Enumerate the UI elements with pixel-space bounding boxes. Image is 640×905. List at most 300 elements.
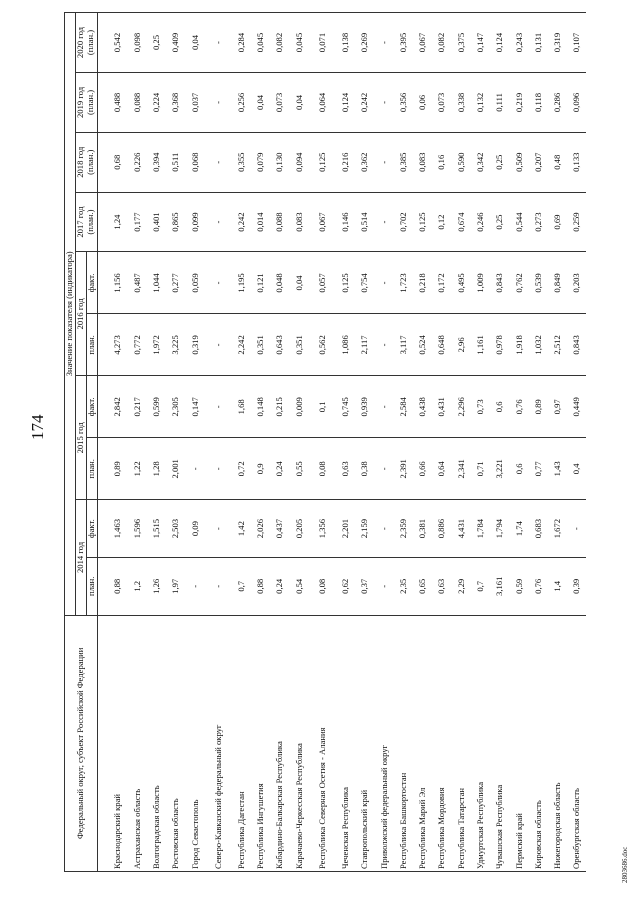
row-value: 0,203: [568, 252, 586, 314]
spacer-cell: [97, 73, 109, 133]
row-value: 0,351: [290, 314, 309, 376]
row-value: 0,067: [309, 192, 336, 252]
row-value: 0,269: [356, 13, 375, 73]
row-value: 0,63: [336, 438, 355, 500]
row-value: 1,784: [471, 500, 490, 558]
row-value: 0,772: [128, 314, 147, 376]
row-value: 0,69: [549, 192, 568, 252]
row-value: 0,16: [433, 132, 452, 192]
row-value: 1,356: [309, 500, 336, 558]
row-value: 0,599: [147, 376, 166, 438]
row-value: 0,88: [109, 557, 128, 615]
table-row: [433, 13, 452, 872]
row-value: 0,125: [336, 252, 355, 314]
row-value: 1,28: [147, 438, 166, 500]
row-value: 2,305: [167, 376, 186, 438]
row-value: 0,9: [251, 438, 270, 500]
header-2015-fact: факт.: [86, 376, 97, 438]
row-value: 0,754: [356, 252, 375, 314]
table-row: [510, 13, 529, 872]
row-value: 0,39: [568, 557, 586, 615]
row-value: 0,843: [491, 252, 510, 314]
row-value: 1,044: [147, 252, 166, 314]
row-value: 0,674: [452, 192, 471, 252]
row-value: 0,4: [568, 438, 586, 500]
header-2014-plan: план.: [86, 557, 97, 615]
table-row: [491, 13, 510, 872]
row-value: 0,63: [433, 557, 452, 615]
row-subject: Северо-Кавказский федеральный округ: [205, 615, 232, 871]
row-value: -: [205, 314, 232, 376]
row-subject: Чеченская Республика: [336, 615, 355, 871]
table-row: [251, 13, 270, 872]
row-value: 0,08: [309, 557, 336, 615]
row-value: 0,338: [452, 73, 471, 133]
row-value: 0,544: [510, 192, 529, 252]
row-value: 1,195: [232, 252, 251, 314]
row-value: -: [186, 438, 205, 500]
row-value: 0,068: [186, 132, 205, 192]
row-value: 2,117: [356, 314, 375, 376]
row-value: 0,284: [232, 13, 251, 73]
row-subject: Астраханская область: [128, 615, 147, 871]
spacer-cell: [97, 252, 109, 314]
row-value: 2,001: [167, 438, 186, 500]
row-value: 0,395: [394, 13, 413, 73]
spacer-cell: [97, 376, 109, 438]
row-value: 0,38: [356, 438, 375, 500]
row-value: 0,057: [309, 252, 336, 314]
row-value: 4,431: [452, 500, 471, 558]
row-value: 1,97: [167, 557, 186, 615]
table-row: [452, 13, 471, 872]
row-value: 0,351: [251, 314, 270, 376]
row-value: -: [205, 252, 232, 314]
row-value: 1,42: [232, 500, 251, 558]
row-value: 0,71: [471, 438, 490, 500]
header-2014: 2014 год: [75, 500, 86, 615]
row-subject: Республика Башкортостан: [394, 615, 413, 871]
row-value: 0,216: [336, 132, 355, 192]
table-row: [109, 13, 128, 872]
row-value: 0,25: [147, 13, 166, 73]
row-value: 1,515: [147, 500, 166, 558]
row-value: 0,88: [251, 557, 270, 615]
row-value: 0,59: [510, 557, 529, 615]
row-value: 0,045: [251, 13, 270, 73]
spacer-cell: [97, 132, 109, 192]
row-subject: Республика Марий Эл: [413, 615, 432, 871]
row-value: 2,503: [167, 500, 186, 558]
spacer-cell: [97, 500, 109, 558]
row-value: 0,97: [549, 376, 568, 438]
row-subject: Кировская область: [529, 615, 548, 871]
row-value: 0,524: [413, 314, 432, 376]
row-value: 1,74: [510, 500, 529, 558]
row-value: 0,088: [271, 192, 290, 252]
row-value: 0,509: [510, 132, 529, 192]
row-value: 0,226: [128, 132, 147, 192]
header-2016-plan: план.: [86, 314, 97, 376]
table-header: [65, 13, 98, 872]
row-subject: Республика Татарстан: [452, 615, 471, 871]
header-2019: 2019 год (план.): [75, 73, 97, 133]
row-value: 0,342: [471, 132, 490, 192]
row-value: 0,107: [568, 13, 586, 73]
row-value: 0,65: [413, 557, 432, 615]
row-value: 1,24: [109, 192, 128, 252]
row-value: 0,205: [290, 500, 309, 558]
row-value: 0,125: [309, 132, 336, 192]
row-value: 0,76: [529, 557, 548, 615]
row-value: 0,7: [471, 557, 490, 615]
row-value: 0,06: [413, 73, 432, 133]
row-value: 0,073: [271, 73, 290, 133]
header-2015-plan: план.: [86, 438, 97, 500]
table-row: [205, 13, 232, 872]
row-value: -: [375, 438, 394, 500]
table-row: [186, 13, 205, 872]
row-value: 0,096: [568, 73, 586, 133]
row-value: 1,161: [471, 314, 490, 376]
row-value: 0,037: [186, 73, 205, 133]
page-number: 174: [28, 414, 47, 440]
row-value: 1,463: [109, 500, 128, 558]
row-value: 0,09: [186, 500, 205, 558]
row-value: 0,539: [529, 252, 548, 314]
row-value: 0,12: [433, 192, 452, 252]
row-value: 0,121: [251, 252, 270, 314]
row-value: 0,073: [433, 73, 452, 133]
row-value: 2,201: [336, 500, 355, 558]
row-value: 2,512: [549, 314, 568, 376]
row-value: 0,083: [413, 132, 432, 192]
table-row: [471, 13, 490, 872]
row-value: 0,277: [167, 252, 186, 314]
row-value: -: [375, 376, 394, 438]
row-value: 0,62: [336, 557, 355, 615]
row-value: 2,842: [109, 376, 128, 438]
header-subject: Федеральный округ, субъект Российской Федерации: [65, 615, 98, 871]
header-2020: 2020 год (план.): [75, 13, 97, 73]
row-value: 0,045: [290, 13, 309, 73]
row-value: 0,242: [232, 192, 251, 252]
row-value: 0,132: [471, 73, 490, 133]
row-value: -: [205, 438, 232, 500]
row-value: -: [568, 500, 586, 558]
row-value: 0,89: [109, 438, 128, 500]
row-value: 0,286: [549, 73, 568, 133]
row-value: 0,083: [290, 192, 309, 252]
row-value: 1,972: [147, 314, 166, 376]
table-row: [232, 13, 251, 872]
row-subject: Волгоградская область: [147, 615, 166, 871]
row-value: 0,54: [290, 557, 309, 615]
row-value: -: [375, 500, 394, 558]
spacer-cell: [97, 314, 109, 376]
row-value: 0,099: [186, 192, 205, 252]
table-row: [549, 13, 568, 872]
row-value: -: [205, 73, 232, 133]
row-value: -: [375, 192, 394, 252]
row-value: 2,242: [232, 314, 251, 376]
row-value: 0,514: [356, 192, 375, 252]
row-value: 0,68: [109, 132, 128, 192]
row-subject: Республика Дагестан: [232, 615, 251, 871]
row-value: 0,04: [290, 252, 309, 314]
row-value: 0,6: [510, 438, 529, 500]
row-value: 0,24: [271, 557, 290, 615]
row-value: 0,437: [271, 500, 290, 558]
row-subject: Кабардино-Балкарская Республика: [271, 615, 290, 871]
row-value: 0,978: [491, 314, 510, 376]
row-value: 0,138: [336, 13, 355, 73]
table-row: [167, 13, 186, 872]
spacer-cell: [97, 192, 109, 252]
table-row: [413, 13, 432, 872]
row-value: 0,849: [549, 252, 568, 314]
row-value: 0,702: [394, 192, 413, 252]
row-value: 0,148: [251, 376, 270, 438]
row-value: -: [205, 557, 232, 615]
row-value: 1,794: [491, 500, 510, 558]
row-value: 0,362: [356, 132, 375, 192]
row-value: 1,156: [109, 252, 128, 314]
row-value: -: [205, 192, 232, 252]
header-2015: 2015 год: [75, 376, 86, 500]
row-value: 0,064: [309, 73, 336, 133]
row-value: 0,64: [433, 438, 452, 500]
row-value: -: [375, 557, 394, 615]
row-value: 0,762: [510, 252, 529, 314]
row-value: 0,886: [433, 500, 452, 558]
header-2018: 2018 год (план.): [75, 132, 97, 192]
row-value: 0,438: [413, 376, 432, 438]
row-value: 0,111: [491, 73, 510, 133]
row-value: 0,246: [471, 192, 490, 252]
spacer-cell: [97, 615, 109, 871]
row-value: 0,242: [356, 73, 375, 133]
row-value: 2,296: [452, 376, 471, 438]
row-value: 0,009: [290, 376, 309, 438]
row-value: 0,256: [232, 73, 251, 133]
rotated-page: [64, 12, 640, 872]
row-value: 0,319: [186, 314, 205, 376]
row-value: 0,385: [394, 132, 413, 192]
row-value: 0,125: [413, 192, 432, 252]
row-value: 0,590: [452, 132, 471, 192]
row-value: 0,24: [271, 438, 290, 500]
row-value: 0,7: [232, 557, 251, 615]
spacer-cell: [97, 13, 109, 73]
row-value: 1,009: [471, 252, 490, 314]
row-value: 0,643: [271, 314, 290, 376]
row-subject: Республика Ингушетия: [251, 615, 270, 871]
row-value: 0,495: [452, 252, 471, 314]
row-value: 0,683: [529, 500, 548, 558]
spacer-cell: [97, 557, 109, 615]
row-value: 1,672: [549, 500, 568, 558]
row-value: 0,431: [433, 376, 452, 438]
row-value: 0,067: [413, 13, 432, 73]
spacer-row: [97, 13, 109, 872]
table-row: [271, 13, 290, 872]
row-subject: Чувашская Республика: [491, 615, 510, 871]
row-value: 0,865: [167, 192, 186, 252]
row-value: 1,4: [549, 557, 568, 615]
row-value: 0,319: [549, 13, 568, 73]
row-value: 2,359: [394, 500, 413, 558]
row-value: 0,071: [309, 13, 336, 73]
row-value: 1,918: [510, 314, 529, 376]
row-subject: Республика Мордовия: [433, 615, 452, 871]
table-body: [97, 13, 586, 872]
row-subject: Ставропольский край: [356, 615, 375, 871]
row-value: 0,219: [510, 73, 529, 133]
row-value: 0,014: [251, 192, 270, 252]
row-value: 0,059: [186, 252, 205, 314]
row-value: 2,391: [394, 438, 413, 500]
row-value: 1,68: [232, 376, 251, 438]
row-value: 0,048: [271, 252, 290, 314]
table-row: [356, 13, 375, 872]
row-value: 0,207: [529, 132, 548, 192]
spacer-cell: [97, 438, 109, 500]
row-subject: Нижегородская область: [549, 615, 568, 871]
row-value: 0,487: [128, 252, 147, 314]
row-value: 0,73: [471, 376, 490, 438]
row-value: 3,225: [167, 314, 186, 376]
row-subject: Карачаево-Черкесская Республика: [290, 615, 309, 871]
row-value: 0,08: [309, 438, 336, 500]
row-value: 0,401: [147, 192, 166, 252]
row-value: 0,66: [413, 438, 432, 500]
row-value: 0,094: [290, 132, 309, 192]
row-value: 0,218: [413, 252, 432, 314]
row-value: 0,449: [568, 376, 586, 438]
row-value: 0,259: [568, 192, 586, 252]
row-subject: Пермский край: [510, 615, 529, 871]
row-value: -: [375, 314, 394, 376]
table-row: [394, 13, 413, 872]
footer-doc-code: 2803686.doc: [621, 846, 629, 883]
row-value: -: [205, 13, 232, 73]
row-value: 0,130: [271, 132, 290, 192]
row-value: 3,161: [491, 557, 510, 615]
table-row: [529, 13, 548, 872]
row-value: 0,368: [167, 73, 186, 133]
row-value: 0,1: [309, 376, 336, 438]
row-value: 0,562: [309, 314, 336, 376]
row-value: 0,55: [290, 438, 309, 500]
table-row: [568, 13, 586, 872]
row-value: 0,124: [491, 13, 510, 73]
row-value: 2,29: [452, 557, 471, 615]
row-value: 2,584: [394, 376, 413, 438]
row-value: 4,273: [109, 314, 128, 376]
row-value: 0,843: [568, 314, 586, 376]
header-2014-fact: факт.: [86, 500, 97, 558]
row-value: -: [205, 376, 232, 438]
row-value: 0,147: [186, 376, 205, 438]
row-value: 0,89: [529, 376, 548, 438]
table-row: [375, 13, 394, 872]
row-value: 0,25: [491, 192, 510, 252]
row-value: 0,243: [510, 13, 529, 73]
row-value: 0,172: [433, 252, 452, 314]
row-value: 1,22: [128, 438, 147, 500]
row-value: 1,26: [147, 557, 166, 615]
row-value: -: [375, 252, 394, 314]
row-value: 0,542: [109, 13, 128, 73]
row-value: -: [375, 13, 394, 73]
row-value: 0,76: [510, 376, 529, 438]
row-value: 0,04: [251, 73, 270, 133]
row-value: -: [205, 132, 232, 192]
row-value: 0,273: [529, 192, 548, 252]
row-value: 1,2: [128, 557, 147, 615]
row-value: -: [375, 132, 394, 192]
row-value: 0,088: [128, 73, 147, 133]
row-value: -: [186, 557, 205, 615]
row-value: 0,131: [529, 13, 548, 73]
row-value: 0,04: [290, 73, 309, 133]
row-value: -: [375, 73, 394, 133]
row-value: 0,215: [271, 376, 290, 438]
row-value: 0,394: [147, 132, 166, 192]
row-value: 0,648: [433, 314, 452, 376]
row-value: 0,356: [394, 73, 413, 133]
row-subject: Краснодарский край: [109, 615, 128, 871]
table-row: [336, 13, 355, 872]
row-value: 1,032: [529, 314, 548, 376]
row-subject: Оренбургская область: [568, 615, 586, 871]
table-row: [128, 13, 147, 872]
row-value: 2,96: [452, 314, 471, 376]
row-value: 0,133: [568, 132, 586, 192]
row-subject: Город Севастополь: [186, 615, 205, 871]
table-row: [290, 13, 309, 872]
row-value: 0,079: [251, 132, 270, 192]
row-value: 0,355: [232, 132, 251, 192]
row-value: 0,224: [147, 73, 166, 133]
row-value: 1,43: [549, 438, 568, 500]
row-value: 0,37: [356, 557, 375, 615]
row-subject: Удмуртская Республика: [471, 615, 490, 871]
row-subject: Приволжский федеральный округ: [375, 615, 394, 871]
row-value: 0,04: [186, 13, 205, 73]
row-value: 0,48: [549, 132, 568, 192]
row-value: 1,596: [128, 500, 147, 558]
row-value: 2,35: [394, 557, 413, 615]
row-subject: Ростовская область: [167, 615, 186, 871]
header-indicator-group: Значение показателя (индикатора): [65, 13, 76, 616]
row-value: 0,124: [336, 73, 355, 133]
row-value: 0,217: [128, 376, 147, 438]
table-row: [309, 13, 336, 872]
row-value: 1,723: [394, 252, 413, 314]
row-value: 0,72: [232, 438, 251, 500]
row-value: 0,488: [109, 73, 128, 133]
row-value: 3,117: [394, 314, 413, 376]
row-value: 0,375: [452, 13, 471, 73]
row-value: 0,146: [336, 192, 355, 252]
row-value: 0,147: [471, 13, 490, 73]
row-value: 0,082: [433, 13, 452, 73]
row-value: 0,118: [529, 73, 548, 133]
row-value: 0,939: [356, 376, 375, 438]
row-value: 0,381: [413, 500, 432, 558]
